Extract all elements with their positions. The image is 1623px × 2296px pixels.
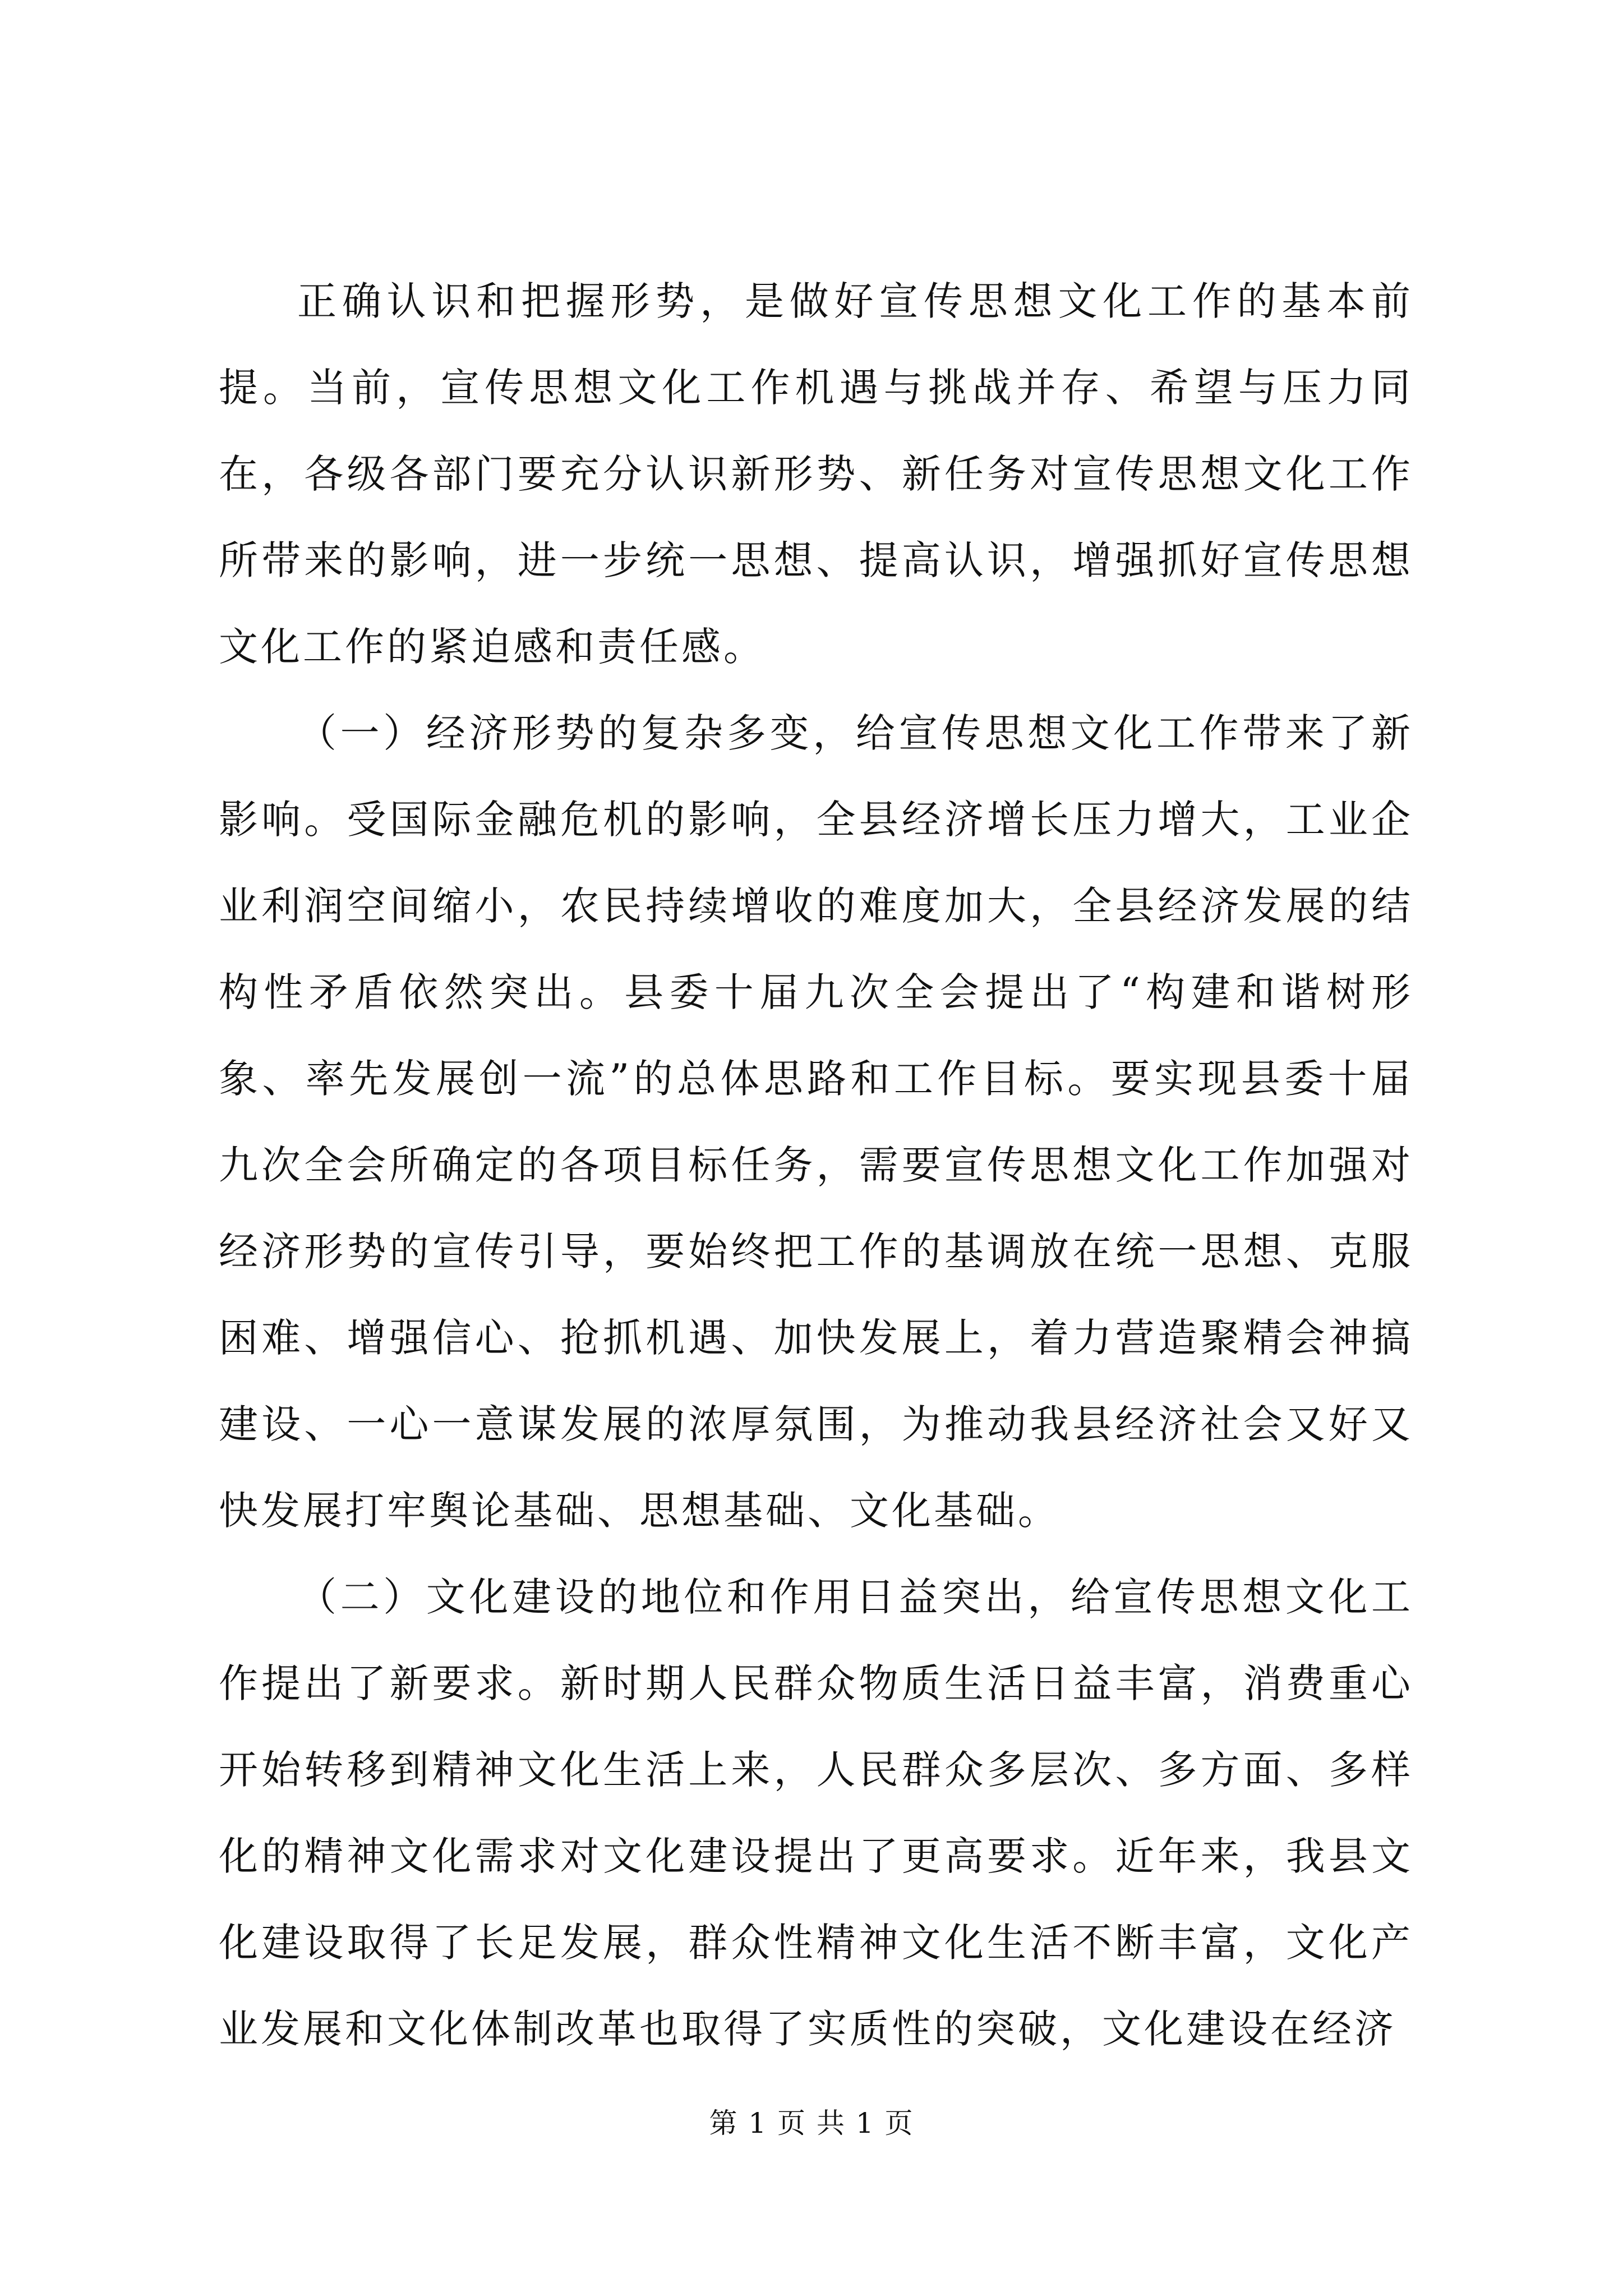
paragraph-economy: （一）经济形势的复杂多变，给宣传思想文化工作带来了新影响。受国际金融危机的影响，全县经济增长压力增大，工业企业利润空间缩小，农民持续增收的难度加大，全县经济发展的结构性矛盾依然突出。县委十届九次全会提出了“构建和谐树形象、率先发展创一流”的总体思路和工作目标。要实现县委十届九次全会所确定的各项目标任务，需要宣传思想文化工作加强对经济形势的宣传引导，要始终把工作的基调放在统一思想、克服困难、增强信心、抢抓机遇、加快发展上，着力营造聚精会神搞建设、一心一意谋发展的浓厚氛围，为推动我县经济社会又好又快发展打牢舆论基础、思想基础、文化基础。	[219, 710, 1413, 1534]
paragraph-intro: 正确认识和把握形势，是做好宣传思想文化工作的基本前提。当前，宣传思想文化工作机遇与挑战并存、希望与压力同在，各级各部门要充分认识新形势、新任务对宣传思想文化工作所带来的影响，进一步统一思想、提高认识，增强抓好宣传思想文化工作的紧迫感和责任感。	[219, 278, 1413, 670]
paragraph-culture: （二）文化建设的地位和作用日益突出，给宣传思想文化工作提出了新要求。新时期人民群众物质生活日益丰富，消费重心开始转移到精神文化生活上来，人民群众多层次、多方面、多样化的精神文化需求对文化建设提出了更高要求。近年来，我县文化建设取得了长足发展，群众性精神文化生活不断丰富，文化产业发展和文化体制改革也取得了实质性的突破，文化建设在经济	[219, 1574, 1413, 2052]
page-footer: 第 1 页 共 1 页	[709, 2107, 914, 2139]
document-body	[219, 258, 1413, 2072]
